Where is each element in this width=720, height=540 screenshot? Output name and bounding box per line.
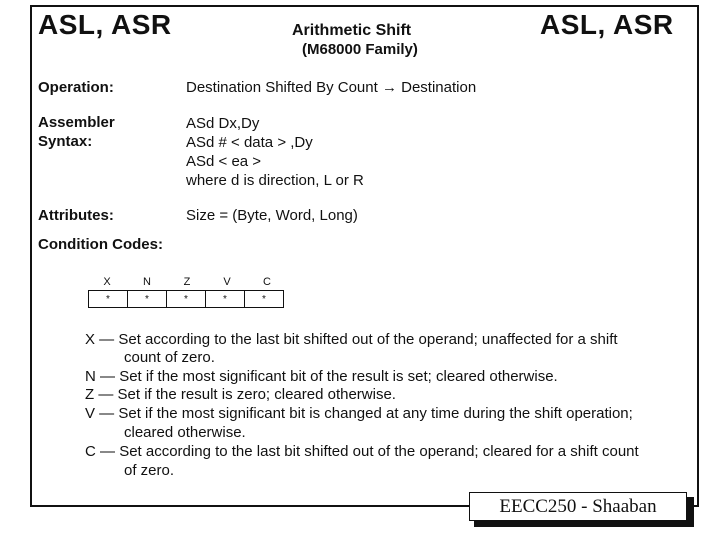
syntax-line: where d is direction, L or R (186, 172, 364, 189)
flag-description-x: X — Set according to the last bit shifted out of the operand; unaffected for a shift (85, 331, 618, 348)
flag-text: Set if the most significant bit of the result is set; cleared otherwise. (119, 368, 558, 385)
syntax-line: ASd < ea > (186, 153, 262, 170)
flag-letter: V (85, 405, 96, 422)
syntax-label-line2: Syntax: (38, 133, 93, 150)
cc-flag-header: X (103, 276, 111, 288)
flag-text: Set if the most significant bit is changed at any time during the shift operation; (118, 405, 633, 422)
flag-description-z: Z — Set if the result is zero; cleared otherwise. (85, 386, 396, 403)
operation-value: Destination Shifted By Count → Destination (186, 79, 477, 96)
mnemonic-title-left: ASL, ASR (38, 9, 172, 40)
flag-description-n: N — Set if the most significant bit of the result is set; cleared otherwise. (85, 368, 558, 385)
mnemonic-title-right: ASL, ASR (540, 9, 674, 40)
cc-value-cell: * (89, 291, 128, 308)
family-subtitle: (M68000 Family) (302, 41, 418, 58)
cc-flag-header: Z (183, 276, 191, 288)
footer-label: EECC250 - Shaaban (469, 492, 687, 521)
instruction-title: Arithmetic Shift (292, 22, 412, 39)
cc-value-cell: * (245, 291, 284, 308)
syntax-line: ASd # < data > ,Dy (186, 134, 313, 151)
attributes-label: Attributes: (38, 207, 114, 224)
flag-letter: C (85, 443, 96, 460)
cc-flag-header: N (143, 276, 151, 288)
flag-description-v: V — Set if the most significant bit is changed at any time during the shift operation; (85, 405, 633, 422)
flag-description-c: C — Set according to the last bit shifted out of the operand; cleared for a shift count (85, 443, 639, 460)
flag-text: Set according to the last bit shifted out of the operand; cleared for a shift count (119, 443, 639, 460)
flag-text: Set if the result is zero; cleared otherwise. (117, 386, 396, 403)
flag-letter: X (85, 331, 96, 348)
flag-description-v-cont: cleared otherwise. (124, 424, 246, 441)
cc-value-cell: * (167, 291, 206, 308)
condition-codes-table (88, 290, 284, 308)
condition-codes-label: Condition Codes: (38, 236, 163, 253)
flag-text: Set according to the last bit shifted out of the operand; unaffected for a shift (118, 331, 618, 348)
cc-flag-header: V (223, 276, 231, 288)
cc-value-cell: * (128, 291, 167, 308)
flag-letter: N (85, 368, 96, 385)
cc-flag-header: C (263, 276, 271, 288)
table-row (89, 291, 284, 308)
syntax-line: ASd Dx,Dy (186, 115, 260, 132)
operation-label: Operation: (38, 79, 114, 96)
flag-description-x-cont: count of zero. (124, 349, 215, 366)
flag-description-c-cont: of zero. (124, 462, 175, 479)
attributes-value: Size = (Byte, Word, Long) (186, 207, 358, 224)
syntax-label-line1: Assembler (38, 114, 115, 131)
flag-letter: Z (85, 386, 95, 403)
cc-value-cell: * (206, 291, 245, 308)
